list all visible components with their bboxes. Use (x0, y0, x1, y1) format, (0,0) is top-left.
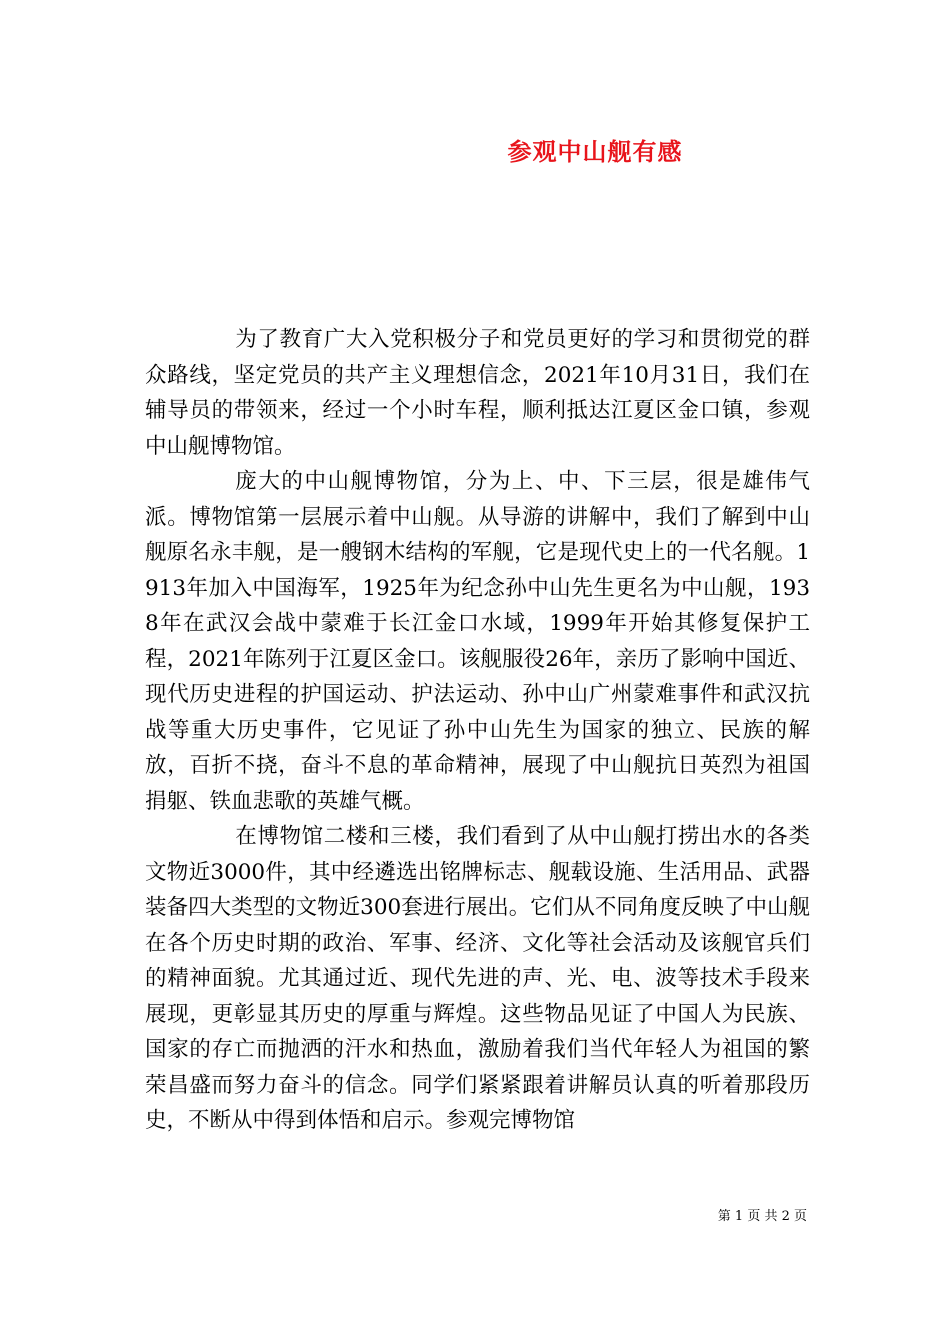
paragraph-3: 在博物馆二楼和三楼，我们看到了从中山舰打捞出水的各类文物近3000件，其中经遴选出铭牌标志、舰载设施、生活用品、武器装备四大类型的文物近300套进行展出。它们从不同角度反映了中山舰在各个历史时期的政治、军事、经济、文化等社会活动及该舰官兵们的精神面貌。尤其通过近、现代先进的声、光、电、波等技术手段来展现，更彰显其历史的厚重与辉煌。这些物品见证了中国人为民族、国家的存亡而抛洒的汗水和热血，激励着我们当代年轻人为祖国的繁荣昌盛而努力奋斗的信念。同学们紧紧跟着讲解员认真的听着那段历史，不断从中得到体悟和启示。参观完博物馆 (145, 824, 810, 1133)
document-body (145, 322, 810, 1139)
document-title: 参观中山舰有感 (507, 138, 683, 166)
page-footer: 第 1 页 共 2 页 (717, 1209, 807, 1224)
paragraph-2: 庞大的中山舰博物馆，分为上、中、下三层，很是雄伟气派。博物馆第一层展示着中山舰。从导游的讲解中，我们了解到中山舰原名永丰舰，是一艘钢木结构的军舰，它是现代史上的一代名舰。1913年加入中国海军，1925年为纪念孙中山先生更名为中山舰，1938年在武汉会战中蒙难于长江金口水域，1999年开始其修复保护工程，2021年陈列于江夏区金口。该舰服役26年，亲历了影响中国近、现代历史进程的护国运动、护法运动、孙中山广州蒙难事件和武汉抗战等重大历史事件，它见证了孙中山先生为国家的独立、民族的解放，百折不挠，奋斗不息的革命精神，展现了中山舰抗日英烈为祖国捐躯、铁血悲歌的英雄气概。 (145, 469, 810, 814)
paragraph-1: 为了教育广大入党积极分子和党员更好的学习和贯彻党的群众路线，坚定党员的共产主义理想信念，2021年10月31日，我们在辅导员的带领来，经过一个小时车程，顺利抵达江夏区金口镇，参观中山舰博物馆。 (145, 327, 810, 459)
